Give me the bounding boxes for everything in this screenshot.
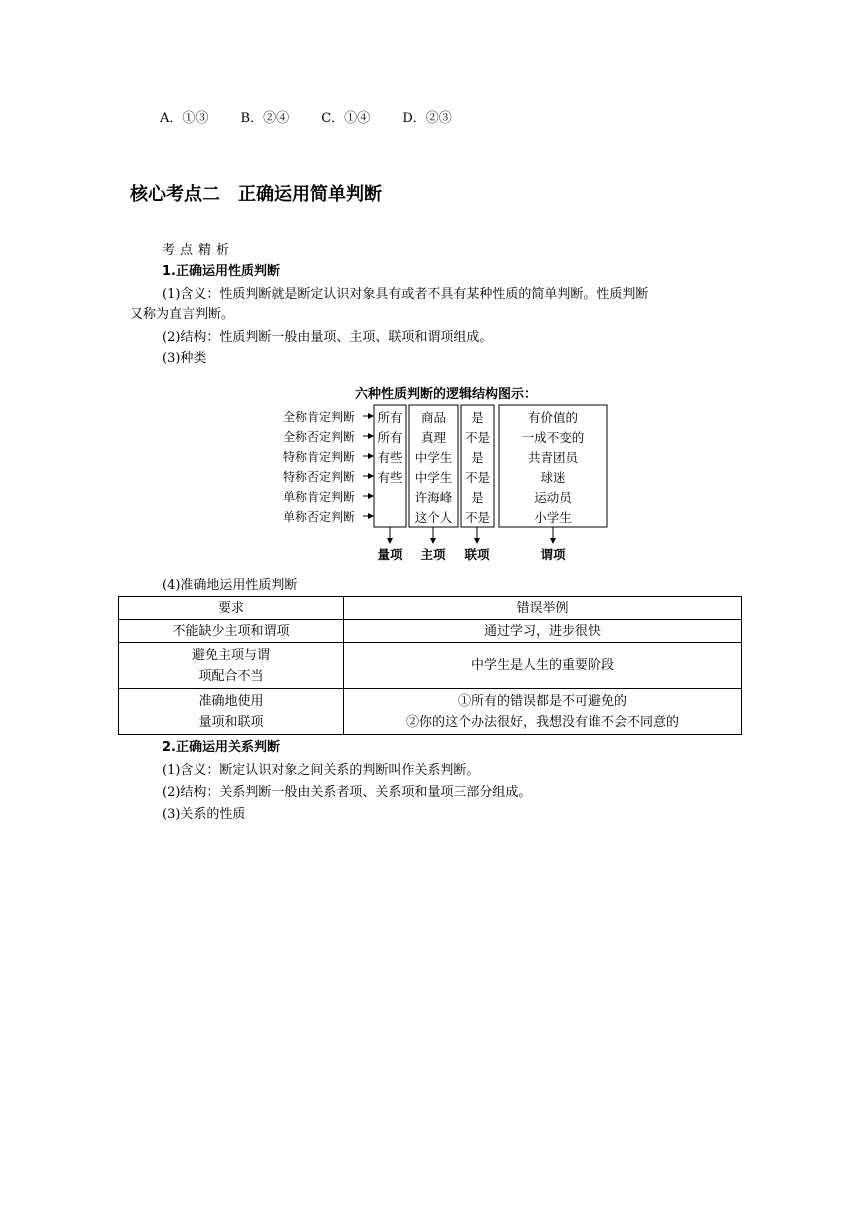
quantifier-cell: 有些 bbox=[377, 450, 403, 465]
cell-line: ②你的这个办法很好，我想没有谁不会不同意的 bbox=[405, 714, 679, 730]
s2-p2: (2)结构：关系判断一般由关系者项、关系项和量项三部分组成。 bbox=[162, 785, 532, 800]
predicate-cell: 小学生 bbox=[534, 510, 572, 525]
table-cell bbox=[119, 689, 344, 735]
subject-cell: 中学生 bbox=[414, 470, 453, 485]
cell-line: 项配合不当 bbox=[198, 668, 264, 684]
s1-p2: (2)结构：性质判断一般由量项、主项、联项和谓项组成。 bbox=[162, 330, 493, 345]
s1-p3: (3)种类 bbox=[162, 351, 207, 366]
cell-line: 准确地使用 bbox=[198, 693, 264, 709]
predicate-cell: 有价值的 bbox=[527, 410, 578, 425]
option-b: B．②④ bbox=[240, 111, 290, 126]
predicate-cell: 一成不变的 bbox=[521, 430, 585, 445]
option-d: D．②③ bbox=[402, 111, 452, 126]
judgment-structure-diagram bbox=[280, 381, 620, 567]
diagram-label: 单称肯定判断 bbox=[283, 490, 356, 504]
subject-cell: 中学生 bbox=[414, 450, 453, 465]
copula-cell: 是 bbox=[471, 410, 484, 425]
subject-cell: 这个人 bbox=[414, 510, 453, 525]
diagram-label: 全称肯定判断 bbox=[283, 410, 356, 424]
subject-cell: 真理 bbox=[420, 430, 446, 445]
s2-p1: (1)含义：断定认识对象之间关系的判断叫作关系判断。 bbox=[162, 763, 480, 778]
bottom-label-subject: 主项 bbox=[420, 547, 446, 562]
table-row bbox=[119, 643, 742, 689]
table-row bbox=[119, 620, 742, 643]
subject-cell: 许海峰 bbox=[414, 490, 453, 505]
answer-options bbox=[160, 107, 480, 126]
predicate-cell: 共青团员 bbox=[527, 450, 578, 465]
table-row bbox=[119, 689, 742, 735]
table-cell bbox=[119, 643, 344, 689]
copula-cell: 不是 bbox=[464, 470, 490, 485]
option-a: A．①③ bbox=[160, 111, 209, 126]
cell-line: 避免主项与谓 bbox=[191, 647, 270, 663]
predicate-cell: 球迷 bbox=[540, 470, 566, 485]
copula-cell: 不是 bbox=[464, 510, 490, 525]
cell-line: ①所有的错误都是不可避免的 bbox=[457, 693, 627, 709]
s2-p3: (3)关系的性质 bbox=[162, 807, 246, 822]
bottom-label-quantifier: 量项 bbox=[377, 547, 403, 562]
subject-cell: 商品 bbox=[420, 410, 446, 425]
table-header-row bbox=[119, 597, 742, 620]
predicate-cell: 运动员 bbox=[534, 490, 572, 505]
option-c: C．①④ bbox=[321, 111, 371, 126]
quantifier-cell: 所有 bbox=[377, 430, 403, 445]
table-cell: 通过学习，进步很快 bbox=[344, 620, 742, 643]
table-header: 要求 bbox=[119, 597, 344, 620]
diagram-label: 特称否定判断 bbox=[283, 470, 356, 484]
s1-p1-line1: (1)含义：性质判断就是断定认识对象具有或者不具有某种性质的简单判断。性质判断 bbox=[162, 287, 649, 302]
table-cell: 不能缺少主项和谓项 bbox=[119, 620, 344, 643]
table-cell: 中学生是人生的重要阶段 bbox=[344, 643, 742, 689]
s1-p1-line2: 又称为直言判断。 bbox=[130, 307, 235, 322]
s2-heading: 2.正确运用关系判断 bbox=[162, 740, 280, 755]
diagram-label: 全称否定判断 bbox=[283, 430, 356, 444]
quantifier-cell: 所有 bbox=[377, 410, 403, 425]
diagram-label: 单称否定判断 bbox=[283, 510, 356, 524]
diagram-title: 六种性质判断的逻辑结构图示： bbox=[355, 387, 538, 402]
table-header: 错误举例 bbox=[344, 597, 742, 620]
s1-p4: (4)准确地运用性质判断 bbox=[162, 578, 298, 593]
kp-header: 考点精析 bbox=[162, 243, 235, 258]
bottom-label-copula: 联项 bbox=[464, 547, 490, 562]
table-cell bbox=[344, 689, 742, 735]
copula-cell: 是 bbox=[471, 490, 484, 505]
copula-cell: 不是 bbox=[464, 430, 490, 445]
quantifier-cell: 有些 bbox=[377, 470, 403, 485]
diagram-label: 特称肯定判断 bbox=[283, 450, 356, 464]
s1-heading: 1.正确运用性质判断 bbox=[162, 264, 280, 279]
bottom-label-predicate: 谓项 bbox=[540, 547, 566, 562]
copula-cell: 是 bbox=[471, 450, 484, 465]
section-title: 核心考点二 正确运用简单判断 bbox=[130, 184, 382, 205]
cell-line: 量项和联项 bbox=[198, 714, 264, 730]
requirements-table bbox=[118, 596, 742, 735]
